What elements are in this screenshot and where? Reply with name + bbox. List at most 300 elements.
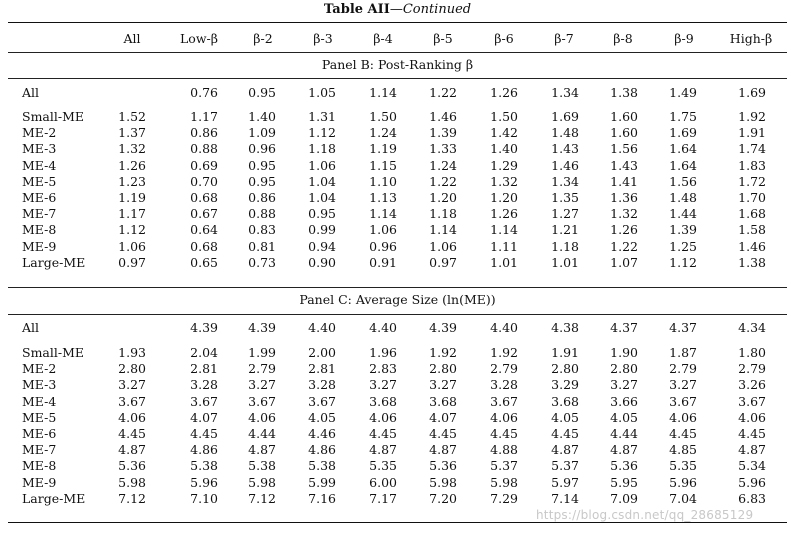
table-cell: 1.87 xyxy=(669,345,697,360)
table-cell: 1.05 xyxy=(308,85,336,100)
row-label: ME-5 xyxy=(22,173,57,189)
table-cell: 4.06 xyxy=(738,409,766,425)
table-cell: 1.43 xyxy=(610,157,638,173)
table-cell: 4.45 xyxy=(190,426,218,441)
table-cell: 4.45 xyxy=(490,426,518,441)
panel-rule xyxy=(8,78,787,79)
row-label: ME-6 xyxy=(22,426,57,441)
column-header: β-2 xyxy=(253,31,273,46)
table-cell: 1.46 xyxy=(429,109,457,124)
table-cell: 0.97 xyxy=(118,254,146,270)
table-cell: 4.87 xyxy=(551,442,579,458)
table-cell: 1.75 xyxy=(669,109,697,124)
table-row xyxy=(0,491,795,507)
caption-dash: — xyxy=(389,2,403,17)
table-cell: 3.28 xyxy=(308,377,336,393)
table-cell: 1.26 xyxy=(490,85,518,100)
table-cell: 1.34 xyxy=(551,173,579,189)
table-cell: 4.39 xyxy=(190,320,218,335)
table-row xyxy=(0,222,795,238)
table-cell: 3.68 xyxy=(369,393,397,409)
table-cell: 2.79 xyxy=(738,361,766,377)
header-rule xyxy=(8,52,787,53)
table-cell: 1.04 xyxy=(308,173,336,189)
column-header: All xyxy=(123,31,141,46)
table-cell: 4.06 xyxy=(369,409,397,425)
table-cell: 5.34 xyxy=(738,458,766,474)
table-cell: 0.91 xyxy=(369,254,397,270)
table-cell: 4.87 xyxy=(118,442,146,458)
table-cell: 3.29 xyxy=(551,377,579,393)
table-cell: 1.42 xyxy=(490,125,518,141)
table-cell: 1.36 xyxy=(610,190,638,205)
table-cell: 4.45 xyxy=(369,426,397,441)
column-header: β-6 xyxy=(494,31,514,46)
table-cell: 1.27 xyxy=(551,206,579,222)
table-cell: 3.67 xyxy=(190,393,218,409)
table-cell: 1.80 xyxy=(738,345,766,360)
table-cell: 0.96 xyxy=(248,141,276,157)
table-cell: 1.74 xyxy=(738,141,766,157)
table-caption xyxy=(0,2,795,18)
table-cell: 4.06 xyxy=(669,409,697,425)
table-cell: 1.92 xyxy=(738,109,766,124)
row-label: ME-2 xyxy=(22,125,57,141)
table-cell: 4.06 xyxy=(118,409,146,425)
table-cell: 5.36 xyxy=(429,458,457,474)
table-cell: 0.67 xyxy=(190,206,218,222)
table-cell: 1.24 xyxy=(369,125,397,141)
top-rule xyxy=(8,22,787,23)
table-cell: 1.25 xyxy=(669,238,697,254)
table-cell: 1.29 xyxy=(490,157,518,173)
table-cell: 5.97 xyxy=(551,474,579,490)
table-row xyxy=(0,475,795,491)
table-cell: 2.00 xyxy=(308,345,336,360)
table-cell: 1.20 xyxy=(490,190,518,205)
table-cell: 0.86 xyxy=(190,125,218,141)
table-cell: 2.79 xyxy=(490,361,518,377)
row-label: ME-4 xyxy=(22,393,57,409)
table-cell: 6.00 xyxy=(369,474,397,490)
table-cell: 5.96 xyxy=(738,474,766,490)
table-cell: 5.38 xyxy=(308,458,336,474)
table-cell: 1.43 xyxy=(551,141,579,157)
table-cell: 4.45 xyxy=(118,426,146,441)
table-cell: 1.72 xyxy=(738,173,766,189)
table-cell: 0.99 xyxy=(308,222,336,238)
table-cell: 1.19 xyxy=(369,141,397,157)
table-cell: 7.10 xyxy=(190,490,218,506)
table-row xyxy=(0,410,795,426)
table-cell: 5.38 xyxy=(248,458,276,474)
table-cell: 0.70 xyxy=(190,173,218,189)
row-label: ME-5 xyxy=(22,409,57,425)
table-cell: 1.17 xyxy=(118,206,146,222)
table-cell: 3.27 xyxy=(118,377,146,393)
panel-end-rule xyxy=(8,287,787,288)
table-cell: 5.98 xyxy=(429,474,457,490)
table-cell: 1.39 xyxy=(669,222,697,238)
table-cell: 0.69 xyxy=(190,157,218,173)
table-cell: 7.14 xyxy=(551,490,579,506)
table-row xyxy=(0,239,795,255)
table-cell: 4.45 xyxy=(738,426,766,441)
table-cell: 1.23 xyxy=(118,173,146,189)
row-label: All xyxy=(22,320,40,335)
table-cell: 0.95 xyxy=(248,173,276,189)
table-cell: 0.88 xyxy=(190,141,218,157)
table-cell: 1.49 xyxy=(669,85,697,100)
column-header: β-8 xyxy=(613,31,633,46)
table-cell: 1.15 xyxy=(369,157,397,173)
table-cell: 4.44 xyxy=(610,426,638,441)
table-cell: 0.96 xyxy=(369,238,397,254)
table-cell: 7.04 xyxy=(669,490,697,506)
table-cell: 1.06 xyxy=(429,238,457,254)
table-cell: 5.38 xyxy=(190,458,218,474)
row-label: ME-2 xyxy=(22,361,57,377)
table-cell: 1.35 xyxy=(551,190,579,205)
table-cell: 4.39 xyxy=(248,320,276,335)
table-cell: 1.56 xyxy=(669,173,697,189)
table-cell: 1.09 xyxy=(248,125,276,141)
table-cell: 4.05 xyxy=(308,409,336,425)
table-cell: 0.88 xyxy=(248,206,276,222)
table-cell: 1.91 xyxy=(551,345,579,360)
table-cell: 2.81 xyxy=(308,361,336,377)
panel-rule xyxy=(8,314,787,315)
table-cell: 7.12 xyxy=(118,490,146,506)
table-cell: 1.18 xyxy=(308,141,336,157)
table-cell: 1.38 xyxy=(738,254,766,270)
table-cell: 1.92 xyxy=(490,345,518,360)
table-cell: 1.18 xyxy=(429,206,457,222)
table-cell: 3.27 xyxy=(610,377,638,393)
table-cell: 1.10 xyxy=(369,173,397,189)
table-cell: 4.40 xyxy=(369,320,397,335)
row-label: All xyxy=(22,85,40,100)
table-row xyxy=(0,141,795,157)
table-title: Table AII xyxy=(323,2,390,17)
row-label: ME-9 xyxy=(22,238,57,254)
table-cell: 4.87 xyxy=(610,442,638,458)
panel-title: Panel B: Post-Ranking β xyxy=(321,57,474,72)
table-row xyxy=(0,394,795,410)
table-cell: 0.76 xyxy=(190,85,218,100)
table-cell: 4.34 xyxy=(738,320,766,335)
table-cell: 2.80 xyxy=(610,361,638,377)
table-cell: 1.01 xyxy=(551,254,579,270)
table-cell: 0.94 xyxy=(308,238,336,254)
table-cell: 5.98 xyxy=(118,474,146,490)
table-cell: 1.39 xyxy=(429,125,457,141)
table-cell: 5.96 xyxy=(190,474,218,490)
table-cell: 1.41 xyxy=(610,173,638,189)
table-cell: 2.80 xyxy=(118,361,146,377)
table-cell: 5.98 xyxy=(248,474,276,490)
table-cell: 4.44 xyxy=(248,426,276,441)
table-cell: 1.12 xyxy=(308,125,336,141)
table-cell: 3.68 xyxy=(551,393,579,409)
table-cell: 0.64 xyxy=(190,222,218,238)
table-cell: 1.31 xyxy=(308,109,336,124)
table-cell: 3.67 xyxy=(308,393,336,409)
table-cell: 1.46 xyxy=(551,157,579,173)
table-cell: 5.36 xyxy=(610,458,638,474)
table-cell: 1.48 xyxy=(669,190,697,205)
table-cell: 1.17 xyxy=(190,109,218,124)
table-cell: 4.88 xyxy=(490,442,518,458)
table-cell: 0.95 xyxy=(308,206,336,222)
row-label: Small-ME xyxy=(22,345,85,360)
row-label: ME-4 xyxy=(22,157,57,173)
table-cell: 0.83 xyxy=(248,222,276,238)
table-cell: 1.32 xyxy=(490,173,518,189)
table-cell: 0.68 xyxy=(190,238,218,254)
table-cell: 1.14 xyxy=(490,222,518,238)
table-row xyxy=(0,345,795,361)
column-header: Low-β xyxy=(180,31,218,46)
column-header: β-5 xyxy=(433,31,453,46)
table-cell: 1.60 xyxy=(610,125,638,141)
row-label: ME-3 xyxy=(22,141,57,157)
table-cell: 5.37 xyxy=(490,458,518,474)
table-cell: 1.20 xyxy=(429,190,457,205)
table-cell: 1.90 xyxy=(610,345,638,360)
row-label: Large-ME xyxy=(22,254,86,270)
table-cell: 0.95 xyxy=(248,85,276,100)
table-cell: 1.07 xyxy=(610,254,638,270)
table-cell: 1.12 xyxy=(669,254,697,270)
summary-row xyxy=(0,320,795,336)
table-row xyxy=(0,255,795,271)
table-cell: 3.67 xyxy=(490,393,518,409)
table-cell: 2.04 xyxy=(190,345,218,360)
table-cell: 4.07 xyxy=(429,409,457,425)
table-cell: 7.12 xyxy=(248,490,276,506)
table-cell: 4.39 xyxy=(429,320,457,335)
table-cell: 1.50 xyxy=(369,109,397,124)
table-cell: 0.86 xyxy=(248,190,276,205)
table-row xyxy=(0,125,795,141)
table-cell: 5.37 xyxy=(551,458,579,474)
table-cell: 1.06 xyxy=(118,238,146,254)
table-cell: 1.52 xyxy=(118,109,146,124)
table-cell: 3.28 xyxy=(490,377,518,393)
table-cell: 1.32 xyxy=(610,206,638,222)
table-cell: 1.70 xyxy=(738,190,766,205)
table-cell: 1.04 xyxy=(308,190,336,205)
panel-end-rule xyxy=(8,522,787,523)
table-row xyxy=(0,190,795,206)
table-cell: 4.06 xyxy=(490,409,518,425)
table-cell: 4.87 xyxy=(248,442,276,458)
table-row xyxy=(0,426,795,442)
table-cell: 3.27 xyxy=(429,377,457,393)
table-cell: 4.45 xyxy=(551,426,579,441)
table-cell: 5.35 xyxy=(369,458,397,474)
table-cell: 4.86 xyxy=(308,442,336,458)
table-cell: 1.24 xyxy=(429,157,457,173)
summary-row xyxy=(0,85,795,101)
table-cell: 0.68 xyxy=(190,190,218,205)
table-row xyxy=(0,442,795,458)
row-label: ME-8 xyxy=(22,222,57,238)
table-cell: 2.79 xyxy=(669,361,697,377)
table-cell: 1.83 xyxy=(738,157,766,173)
table-cell: 1.13 xyxy=(369,190,397,205)
table-cell: 4.87 xyxy=(369,442,397,458)
table-cell: 1.14 xyxy=(429,222,457,238)
table-cell: 4.86 xyxy=(190,442,218,458)
table-cell: 4.85 xyxy=(669,442,697,458)
table-cell: 1.60 xyxy=(610,109,638,124)
table-cell: 3.27 xyxy=(248,377,276,393)
table-cell: 1.99 xyxy=(248,345,276,360)
table-cell: 4.45 xyxy=(669,426,697,441)
table-cell: 4.40 xyxy=(490,320,518,335)
table-cell: 2.79 xyxy=(248,361,276,377)
table-cell: 0.65 xyxy=(190,254,218,270)
table-cell: 3.67 xyxy=(248,393,276,409)
row-label: ME-7 xyxy=(22,206,57,222)
table-cell: 1.69 xyxy=(738,85,766,100)
table-cell: 3.67 xyxy=(669,393,697,409)
table-cell: 0.95 xyxy=(248,157,276,173)
table-cell: 1.26 xyxy=(118,157,146,173)
row-label: ME-3 xyxy=(22,377,57,393)
table-cell: 1.46 xyxy=(738,238,766,254)
table-cell: 1.68 xyxy=(738,206,766,222)
table-cell: 2.81 xyxy=(190,361,218,377)
column-header: β-4 xyxy=(373,31,393,46)
table-cell: 1.37 xyxy=(118,125,146,141)
table-cell: 0.90 xyxy=(308,254,336,270)
row-label: Small-ME xyxy=(22,109,85,124)
table-cell: 1.06 xyxy=(308,157,336,173)
table-cell: 4.06 xyxy=(248,409,276,425)
table-cell: 1.48 xyxy=(551,125,579,141)
row-label: Large-ME xyxy=(22,490,86,506)
table-cell: 1.58 xyxy=(738,222,766,238)
table-cell: 4.05 xyxy=(551,409,579,425)
table-cell: 7.09 xyxy=(610,490,638,506)
table-cell: 1.33 xyxy=(429,141,457,157)
table-cell: 3.67 xyxy=(118,393,146,409)
table-cell: 1.34 xyxy=(551,85,579,100)
table-cell: 1.14 xyxy=(369,85,397,100)
row-label: ME-8 xyxy=(22,458,57,474)
table-cell: 5.99 xyxy=(308,474,336,490)
table-cell: 1.32 xyxy=(118,141,146,157)
table-cell: 1.18 xyxy=(551,238,579,254)
table-cell: 3.28 xyxy=(190,377,218,393)
table-row xyxy=(0,158,795,174)
table-cell: 1.19 xyxy=(118,190,146,205)
table-cell: 6.83 xyxy=(738,490,766,506)
column-header: β-3 xyxy=(313,31,333,46)
table-cell: 4.46 xyxy=(308,426,336,441)
table-cell: 7.29 xyxy=(490,490,518,506)
row-label: ME-9 xyxy=(22,474,57,490)
table-cell: 1.01 xyxy=(490,254,518,270)
table-cell: 0.97 xyxy=(429,254,457,270)
table-cell: 1.38 xyxy=(610,85,638,100)
column-header: β-9 xyxy=(674,31,694,46)
table-cell: 5.95 xyxy=(610,474,638,490)
panel-title: Panel C: Average Size (ln(ME)) xyxy=(299,292,496,307)
table-cell: 1.12 xyxy=(118,222,146,238)
table-cell: 4.87 xyxy=(429,442,457,458)
table-cell: 1.22 xyxy=(610,238,638,254)
table-cell: 4.37 xyxy=(669,320,697,335)
column-header: High-β xyxy=(729,31,773,46)
row-label: ME-7 xyxy=(22,442,57,458)
table-cell: 5.98 xyxy=(490,474,518,490)
table-cell: 0.73 xyxy=(248,254,276,270)
table-cell: 1.06 xyxy=(369,222,397,238)
table-cell: 1.40 xyxy=(248,109,276,124)
row-label: ME-6 xyxy=(22,190,57,205)
table-cell: 5.96 xyxy=(669,474,697,490)
table-row xyxy=(0,458,795,474)
table-cell: 1.22 xyxy=(429,173,457,189)
table-cell: 4.37 xyxy=(610,320,638,335)
table-cell: 3.26 xyxy=(738,377,766,393)
table-cell: 2.80 xyxy=(551,361,579,377)
table-cell: 4.45 xyxy=(429,426,457,441)
table-cell: 1.96 xyxy=(369,345,397,360)
table-cell: 0.81 xyxy=(248,238,276,254)
table-cell: 1.26 xyxy=(490,206,518,222)
table-cell: 1.69 xyxy=(669,125,697,141)
table-cell: 7.16 xyxy=(308,490,336,506)
table-cell: 3.27 xyxy=(669,377,697,393)
table-cell: 5.35 xyxy=(669,458,697,474)
table-cell: 1.50 xyxy=(490,109,518,124)
table-cell: 7.17 xyxy=(369,490,397,506)
table-cell: 2.83 xyxy=(369,361,397,377)
table-cell: 4.87 xyxy=(738,442,766,458)
column-header: β-7 xyxy=(554,31,574,46)
table-cell: 1.92 xyxy=(429,345,457,360)
table-cell: 1.40 xyxy=(490,141,518,157)
table-cell: 1.44 xyxy=(669,206,697,222)
table-cell: 4.05 xyxy=(610,409,638,425)
table-cell: 3.67 xyxy=(738,393,766,409)
table-cell: 1.11 xyxy=(490,238,518,254)
table-cell: 1.69 xyxy=(551,109,579,124)
table-cell: 1.64 xyxy=(669,141,697,157)
table-row xyxy=(0,361,795,377)
table-cell: 1.64 xyxy=(669,157,697,173)
table-cell: 1.26 xyxy=(610,222,638,238)
table-cell: 1.21 xyxy=(551,222,579,238)
table-row xyxy=(0,206,795,222)
table-row xyxy=(0,109,795,125)
table-cell: 3.66 xyxy=(610,393,638,409)
table-cell: 1.56 xyxy=(610,141,638,157)
table-cell: 1.91 xyxy=(738,125,766,141)
table-cell: 2.80 xyxy=(429,361,457,377)
table-cell: 7.20 xyxy=(429,490,457,506)
table-cell: 3.27 xyxy=(369,377,397,393)
table-cell: 3.68 xyxy=(429,393,457,409)
table-cell: 1.93 xyxy=(118,345,146,360)
table-cell: 1.14 xyxy=(369,206,397,222)
table-row xyxy=(0,174,795,190)
